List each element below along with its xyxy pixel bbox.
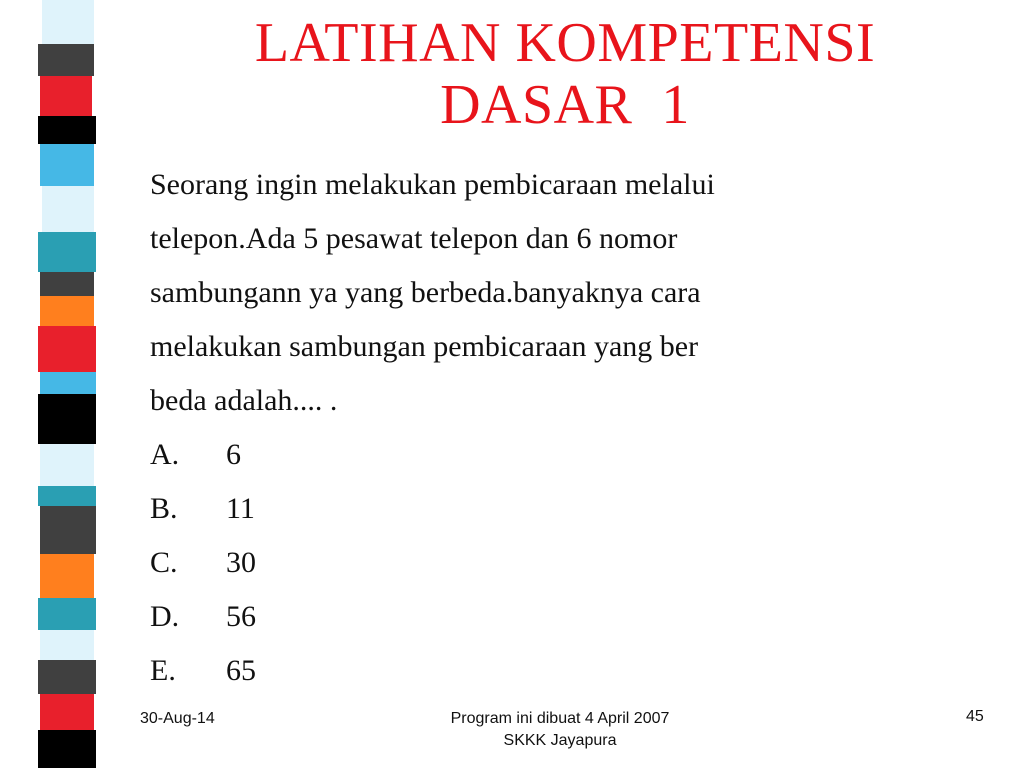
option-letter: E.	[150, 654, 176, 687]
ribbon-band	[40, 144, 94, 186]
ribbon-band	[40, 372, 96, 394]
ribbon-band	[42, 0, 94, 44]
ribbon-band	[38, 44, 94, 76]
question-body	[150, 158, 950, 698]
ribbon-band	[38, 394, 96, 444]
question-line: melakukan sambungan pembicaraan yang ber	[150, 330, 699, 363]
ribbon-band	[38, 326, 96, 372]
ribbon-band	[38, 660, 96, 694]
title-line-2: DASAR 1	[440, 74, 690, 136]
ribbon-band	[42, 186, 94, 232]
ribbon-band	[38, 598, 96, 630]
question-line: sambungann ya yang berbeda.banyaknya cara	[150, 276, 701, 309]
option-d	[150, 590, 950, 644]
decorative-ribbon	[28, 0, 108, 768]
option-e	[150, 644, 950, 698]
ribbon-band	[38, 486, 96, 506]
option-value: 65	[226, 654, 256, 687]
footer-date: 30-Aug-14	[140, 710, 215, 727]
option-b	[150, 482, 950, 536]
option-value: 11	[226, 492, 255, 525]
option-letter: B.	[150, 492, 178, 525]
ribbon-band	[40, 76, 92, 116]
ribbon-band	[40, 444, 94, 486]
footer-center-text	[380, 708, 740, 752]
ribbon-band	[40, 554, 94, 598]
slide-title	[150, 12, 980, 136]
option-a	[150, 428, 950, 482]
title-line-1: LATIHAN KOMPETENSI	[254, 12, 876, 74]
option-letter: A.	[150, 438, 180, 471]
question-line: telepon.Ada 5 pesawat telepon dan 6 nomor	[150, 222, 678, 255]
ribbon-band	[38, 116, 96, 144]
ribbon-band	[40, 506, 96, 554]
question-line: Seorang ingin melakukan pembicaraan melalui	[150, 168, 715, 201]
option-letter: C.	[150, 546, 178, 579]
ribbon-band	[38, 232, 96, 272]
ribbon-band	[38, 730, 96, 768]
footer-page-number: 45	[966, 708, 984, 725]
option-letter: D.	[150, 600, 180, 633]
ribbon-band	[40, 296, 94, 326]
footer-center-line-1: Program ini dibuat 4 April 2007	[450, 710, 670, 727]
option-value: 6	[226, 438, 241, 471]
ribbon-band	[40, 272, 94, 296]
option-value: 30	[226, 546, 256, 579]
ribbon-band	[40, 630, 94, 660]
question-line: beda adalah.... .	[150, 384, 338, 417]
option-c	[150, 536, 950, 590]
footer-center-line-2: SKKK Jayapura	[503, 732, 617, 749]
option-value: 56	[226, 600, 256, 633]
ribbon-band	[40, 694, 94, 730]
